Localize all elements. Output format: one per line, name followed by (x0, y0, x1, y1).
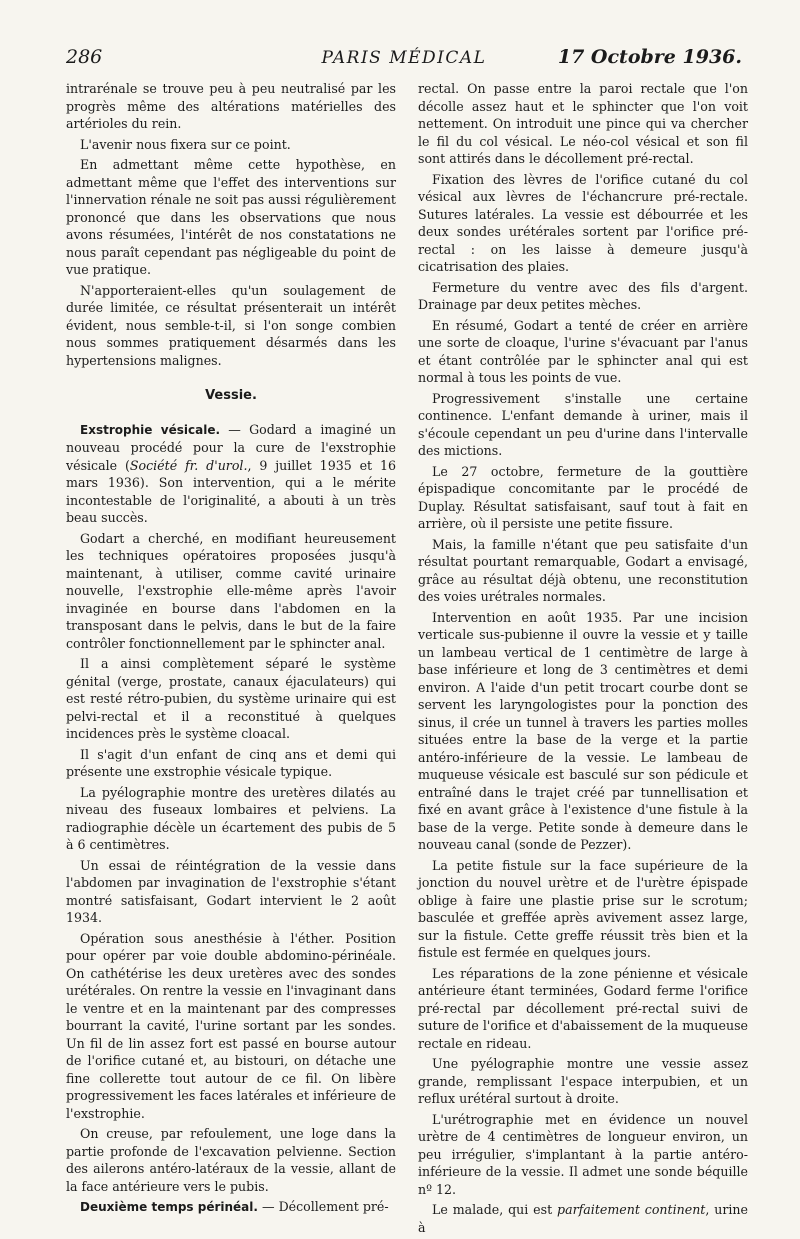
paragraph: La pyélographie montre des uretères dilatés au niveau des fuseaux lombaires et pelviens. La radiographie décèle un écartement des pubis de 5 à 6 centimètres. (66, 784, 396, 852)
paragraph: L'avenir nous fixera sur ce point. (80, 136, 291, 152)
paragraph: Opération sous anesthésie à l'éther. Position pour opérer par voie double abdomino-périnéale. On cathétérise les deux uretères avec des sondes urétérales. On rentre la vessie en l'invaginant dans le ventre et en la maintenant par des compresses bourrant la cavité, l'urine sortant par les sondes. Un fil de lin assez fort est passé en bourse autour de l'orifice cutané et, au bistouri, on détache une fine collerette tout autour de ce fil. On libère progressivement les faces latérales et inférieure de l'exstrophie. (66, 930, 396, 1121)
paragraph: Fixation des lèvres de l'orifice cutané du col vésical aux lèvres de l'échancrure pré-rectale. Sutures latérales. La vessie est débourrée et les deux sondes urétérales sortent par l'orifice pré-rectal : on les laisse à demeure jusqu'à cicatrisation des plaies. (418, 171, 748, 274)
section-heading: Vessie. (205, 388, 257, 403)
paragraph: Il a ainsi complètement séparé le système génital (verge, prostate, canaux éjaculateurs) qui est resté rétro-pubien, du système urinaire qui est pelvi-rectal et il a reconstitué à quelques incidences près le système cloacal. (66, 656, 396, 741)
text-run: , 9 juillet 1935 et 16 mars 1936). Son intervention, qui a le mérite incontestable de l'originalité, a abouti à un très beau succès. (66, 457, 396, 525)
paragraph: Fermeture du ventre avec des fils d'argent. Drainage par deux petites mèches. (418, 279, 748, 312)
paragraph: Les réparations de la zone pénienne et vésicale antérieure étant terminées, Godard ferme l'orifice pré-rectal par décollement pré-rectal suivi de suture de l'orifice et d'abaissement de la muqueuse rectale en rideau. (418, 965, 748, 1051)
paragraph (66, 1198, 396, 1217)
paragraph: En admettant même cette hypothèse, en admettant même que l'effet des interventions sur l'innervation rénale ne soit pas aussi régulièrement prononcé que dans les observations que nous avons résumées, l'intérêt de nos constatations ne nous paraît cependant pas négligeable du point de vue pratique. (66, 157, 396, 277)
paragraph: Un essai de réintégration de la vessie dans l'abdomen par invagination de l'exstrophie s'étant montré satisfaisant, Godart intervient le 2 août 1934. (66, 857, 396, 925)
emphasis: parfaitement continent (557, 1202, 706, 1217)
paragraph: Mais, la famille n'étant que peu satisfaite d'un résultat pourtant remarquable, Godart a envisagé, grâce au résultat déjà obtenu, une reconstitution des voies urétrales normales. (418, 536, 748, 604)
text-run: — Godard a imaginé un nouveau procédé pour la cure de l'exstrophie vésicale ( (66, 421, 397, 473)
citation: Société fr. d'urol. (129, 457, 248, 473)
paragraph: En résumé, Godart a tenté de créer en arrière une sorte de cloaque, l'urine s'évacuant par l'anus et étant contrôlée par le sphincter anal qui est normal à tous les points de vue. (418, 317, 748, 385)
text-run: — Décollement pré- (257, 1199, 389, 1214)
paragraph: rectal. On passe entre la paroi rectale que l'on décolle assez haut et le sphincter que l'on voit nettement. On introduit une pince qui va chercher le fil du col vésical. Le néo-col vésical et son fil sont attirés dans le décollement pré-rectal. (418, 81, 748, 166)
page-number: 286 (66, 46, 103, 68)
paragraph: Il s'agit d'un enfant de cinq ans et demi qui présente une exstrophie vésicale typique. (66, 746, 396, 779)
paragraph: Progressivement s'installe une certaine continence. L'enfant demande à uriner, mais il s'écoule cependant un peu d'urine dans l'intervalle des mictions. (418, 390, 748, 458)
paragraph (66, 421, 396, 527)
paragraph: Une pyélographie montre une vessie assez grande, remplissant l'espace interpubien, et un reflux urétéral surtout à droite. (418, 1056, 748, 1106)
paragraph: intrarénale se trouve peu à peu neutralisé par les progrès même des altérations matérielles des artérioles du rein. (66, 81, 396, 131)
right-column (418, 80, 748, 1239)
run-in-heading: Deuxième temps périnéal. (80, 1200, 258, 1214)
left-column (66, 80, 396, 1220)
page-header (66, 40, 742, 80)
paragraph (418, 1201, 748, 1236)
paragraph: Intervention en août 1935. Par une incision verticale sus-pubienne il ouvre la vessie et y taille un lambeau vertical de 1 centimètre de large à base inférieure et long de 3 centimètres et demi environ. A l'aide d'un petit trocart courbe dont se servent les laryngologistes pour la ponction des sinus, il crée un tunnel à travers les parties molles situées entre la base de la verge et la partie antéro-inférieure de la vessie. Le lambeau de muqueuse vésicale est basculé sur son pédicule et entraîné dans le trajet créé par tunnellisation et fixé en avant grâce à l'existence d'une fistule à la base de la verge. Petite sonde à demeure dans le nouveau canal (sonde de Pezzer). (418, 609, 748, 852)
journal-title: PARIS MÉDICAL (321, 48, 487, 68)
paragraph: La petite fistule sur la face supérieure de la jonction du nouvel urètre et de l'urètre épispade oblige à faire une plastie prise sur le scrotum; basculée et greffée après avivement assez large, sur la fistule. Cette greffe réussit très bien et la fistule est fermée en quelques jours. (418, 857, 748, 960)
paragraph: N'apporteraient-elles qu'un soulagement de durée limitée, ce résultat présenterait un intérêt évident, nous semble-t-il, si l'on songe combien nous sommes pratiquement désarmés dans les hypertensions malignes. (66, 282, 396, 368)
paragraph: Godart a cherché, en modifiant heureusement les techniques opératoires proposées jusqu'à maintenant, à utiliser, comme cavité urinaire nouvelle, l'exstrophie elle-même après l'avoir invaginée en bourse dans l'abdomen en la transposant dans le pelvis, dans le but de la faire contrôler fonctionnellement par le sphincter anal. (66, 530, 396, 651)
issue-date: 17 Octobre 1936. (557, 46, 742, 68)
text-run: , urine à (418, 1202, 748, 1235)
run-in-heading: Exstrophie vésicale. (80, 422, 221, 437)
paragraph: On creuse, par refoulement, une loge dans la partie profonde de l'excavation pelvienne. Section des ailerons antéro-latéraux de la vessie, allant de la face antérieure vers le pubis. (66, 1126, 396, 1194)
paragraph: Le 27 octobre, fermeture de la gouttière épispadique concomitante par le procédé de Duplay. Résultat satisfaisant, sauf tout à fait en arrière, où il persiste une petite fissure. (418, 463, 748, 531)
paragraph: L'urétrographie met en évidence un nouvel urètre de 4 centimètres de longueur environ, un peu irrégulier, s'implantant à la partie antéro-inférieure de la vessie. Il admet une sonde béquille nº 12. (418, 1111, 748, 1197)
text-run: Le malade, qui est (432, 1202, 558, 1217)
